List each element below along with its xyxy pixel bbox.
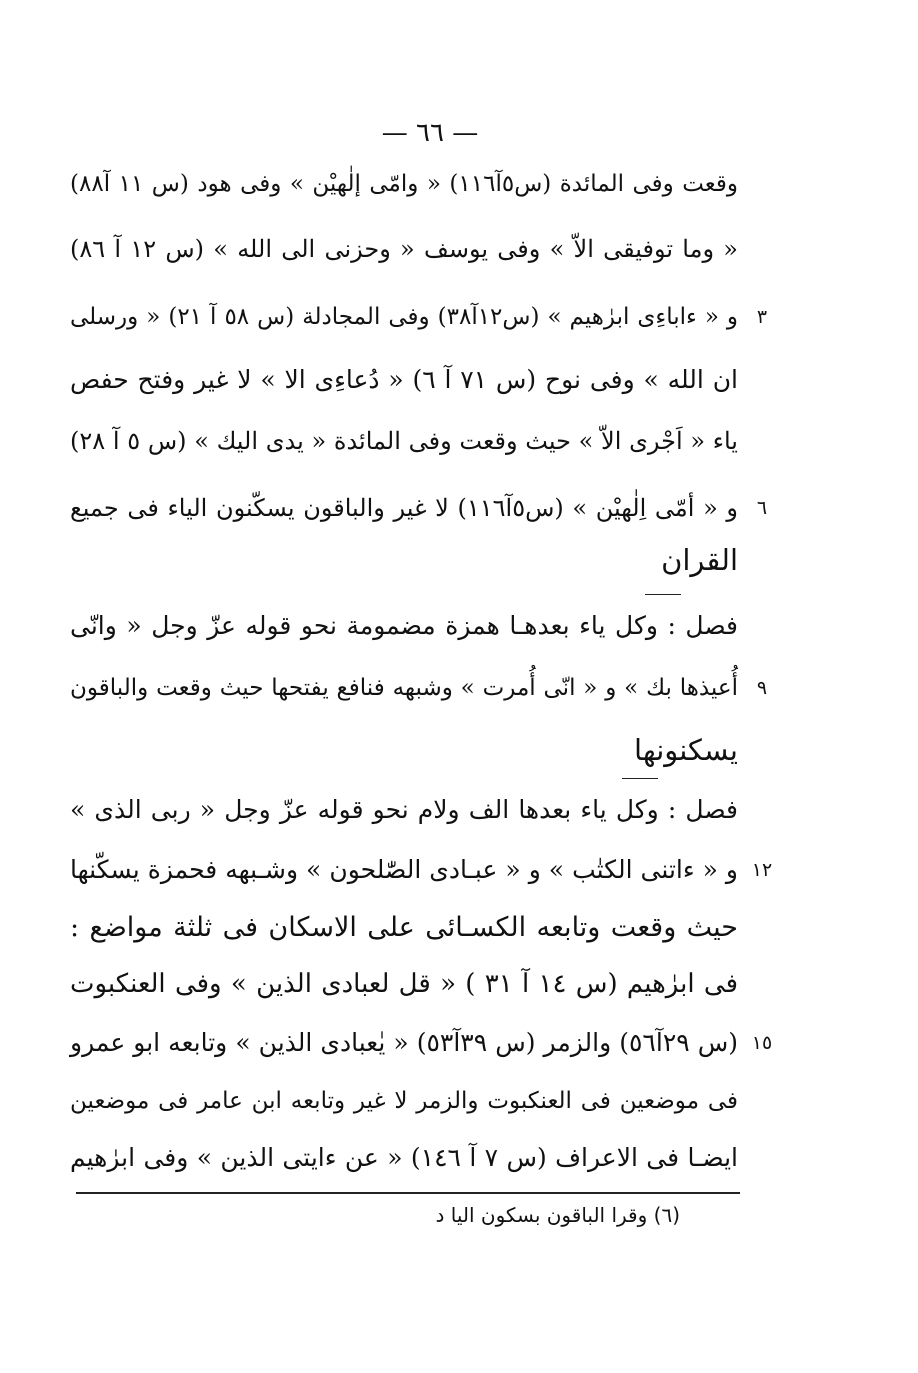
text-line-12: و « ءاتنى الكتٰب » و « عبـادى الصّٰلحون » وشـبهه فحمزة يسكّنها [70, 855, 738, 884]
text-line-9: أُعيذها بك » و « انّى أُمرت » وشبهه فنافع يفتحها حيث وقعت والباقون [70, 675, 738, 701]
margin-line-number: ١٥ [751, 1032, 773, 1054]
footnote-rule [76, 1192, 740, 1194]
margin-line-number: ٣ [756, 306, 768, 328]
text-line-10: يسكنونها [634, 733, 738, 767]
text-line-14: فى ابرٰهيم (س ١٤ آ ٣١ ) « قل لعبادى الذين » وفى العنكبوت [70, 969, 738, 999]
text-line-4: ان الله » وفى نوح (س ٧١ آ ٦) « دُعاءِى الا » لا غير وفتح حفص [70, 365, 738, 394]
text-line-17: ايضـا فى الاعراف (س ٧ آ ١٤٦) « عن ءايتى الذين » وفى ابرٰهيم [70, 1143, 738, 1172]
text-line-15: (س ٢٩آ٥٦) والزمر (س ٣٩آ٥٣) « يٰعبادى الذين » وتابعه ابو عمرو [70, 1028, 739, 1057]
margin-line-number: ٦ [756, 497, 768, 519]
footnote: (٦) وقرا الباقون بسكون اليا د [435, 1203, 680, 1227]
text-line-16: فى موضعين فى العنكبوت والزمر لا غير وتابعه ابن عامر فى موضعين [70, 1088, 738, 1114]
text-line-6: و « أمّى اِلٰهيْن » (س٥آ١١٦) لا غير والباقون يسكّنون الياء فى جميع [70, 494, 738, 522]
margin-line-number: ٩ [756, 677, 768, 699]
margin-line-number: ١٢ [751, 859, 773, 881]
page-number: — ٦٦ — [381, 118, 479, 148]
text-line-13: حيث وقعت وتابعه الكسـائى على الاسكان فى ثلثة مواضع : [70, 912, 738, 943]
separator-rule [622, 778, 658, 779]
text-line-2: « وما توفيقى الاّ » وفى يوسف « وحزنى الى الله » (س ١٢ آ ٨٦) [70, 235, 738, 263]
text-line-5: ياء « اَجْرى الاّ » حيث وقعت وفى المائدة « يدى اليك » (س ٥ آ ٢٨) [70, 427, 738, 455]
text-line-1: وقعت وفى المائدة (س٥آ١١٦) « وامّى إلٰهيْن » وفى هود (س ١١ آ٨٨) [70, 171, 739, 197]
text-line-7: القران [661, 543, 738, 577]
text-line-11: فصل : وكل ياء بعدها الف ولام نحو قوله عزّ وجل « ربى الذى » [70, 795, 738, 824]
separator-rule [645, 594, 681, 595]
text-line-8: فصل : وكل ياء بعدهـا همزة مضمومة نحو قوله عزّ وجل « وانّى [70, 611, 738, 640]
text-line-3: و « ءاباءِى ابرٰهيم » (س١٢آ٣٨) وفى المجادلة (س ٥٨ آ ٢١) « ورسلى [70, 304, 739, 330]
